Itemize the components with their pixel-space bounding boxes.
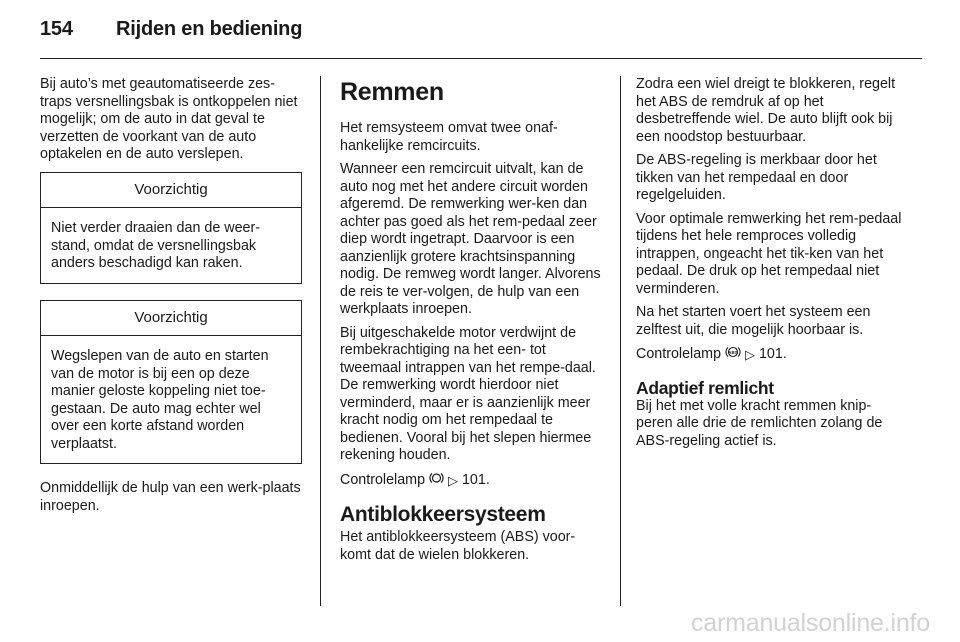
paragraph: Zodra een wiel dreigt te blokkeren, regelt het ABS de remdruk af op het desbetreffende wiel. De auto blijft ook bij een noodstop bestuurbaar. xyxy=(636,76,896,145)
paragraph: Het remsysteem omvat twee onaf-hankelijke remcircuits. xyxy=(340,120,558,154)
svg-text:ABS: ABS xyxy=(728,349,738,355)
page-header xyxy=(40,18,302,41)
page-reference-icon: ▷ xyxy=(745,347,755,362)
warning-lamp-reference: Controlelamp ▷ 101. xyxy=(340,471,490,488)
section-heading: Remmen xyxy=(340,78,444,106)
paragraph: Wanneer een remcircuit uitvalt, kan de auto nog met het andere circuit worden afgeremd. De remwerking wer-ken dan achter pas goed als het rem-pedaal zeer diep wordt ingetrapt. Daarvoor is een aanzienlijk grotere krachtsinspanning nodig. De remweg wordt langer. Alvorens de reis te ver-volgen, de hulp van een werkplaats inroepen. xyxy=(340,161,601,317)
page-title: Rijden en bediening xyxy=(116,18,303,40)
paragraph: Het antiblokkeersysteem (ABS) voor-komt dat de wielen blokkeren. xyxy=(340,529,576,563)
outro-paragraph: Onmiddellijk de hulp van een werk-plaats inroepen. xyxy=(40,480,301,514)
caution-text: Wegslepen van de auto en starten van de motor is bij een op deze manier geloste koppeling niet toe-gestaan. De auto mag echter wel over een korte afstand worden verplaatst. xyxy=(51,348,269,452)
caution-title: Voorzichtig xyxy=(41,301,301,337)
warning-lamp-reference: Controlelamp ABS ▷ 101. xyxy=(636,346,787,362)
paragraph: De ABS-regeling is merkbaar door het tikken van het rempedaal en door regelgeluiden. xyxy=(636,152,877,203)
brake-warning-icon xyxy=(429,471,444,490)
section-heading: Antiblokkeersysteem xyxy=(340,503,546,526)
paragraph: Voor optimale remwerking het rem-pedaal tijdens het hele remproces volledig intrappen, ongeacht het tik-ken van het pedaal. De druk op het rempedaal niet verminderen. xyxy=(636,210,902,297)
paragraph: Bij het met volle kracht remmen knip-peren alle drie de remlichten zolang de ABS-regeling actief is. xyxy=(636,397,883,449)
intro-paragraph: Bij auto’s met geautomatiseerde zes-traps versnellingsbak is ontkoppelen niet mogelijk; om de auto in dat geval te verzetten de voorkant van de auto optakelen en de auto verslepen. xyxy=(40,76,298,162)
column-divider xyxy=(620,76,621,606)
watermark: carmanualsonline.info xyxy=(690,609,930,637)
caution-box xyxy=(40,172,302,284)
abs-warning-icon xyxy=(725,345,741,364)
sub-heading: Adaptief remlicht xyxy=(636,377,774,398)
column-left xyxy=(40,76,302,521)
page-number: 154 xyxy=(40,18,73,40)
caution-title: Voorzichtig xyxy=(41,173,301,209)
column-divider xyxy=(320,76,321,606)
caution-box xyxy=(40,300,302,465)
page-reference-icon: ▷ xyxy=(448,472,458,488)
column-right xyxy=(636,76,902,456)
column-middle xyxy=(340,76,604,570)
paragraph: Bij uitgeschakelde motor verdwijnt de rembekrachtiging na het een- tot tweemaal intrappen van het rempe-daal. De remwerking wordt hierdoor niet verminderd, maar er is aanzienlijk meer kracht nodig om het rempedaal te bedienen. Vooral bij het slepen hiermee rekening houden. xyxy=(340,324,596,463)
paragraph: Na het starten voert het systeem een zelftest uit, die mogelijk hoorbaar is. xyxy=(636,304,871,338)
caution-text: Niet verder draaien dan de weer-stand, omdat de versnellingsbak anders beschadigd kan raken. xyxy=(51,220,261,271)
header-rule xyxy=(40,58,922,59)
